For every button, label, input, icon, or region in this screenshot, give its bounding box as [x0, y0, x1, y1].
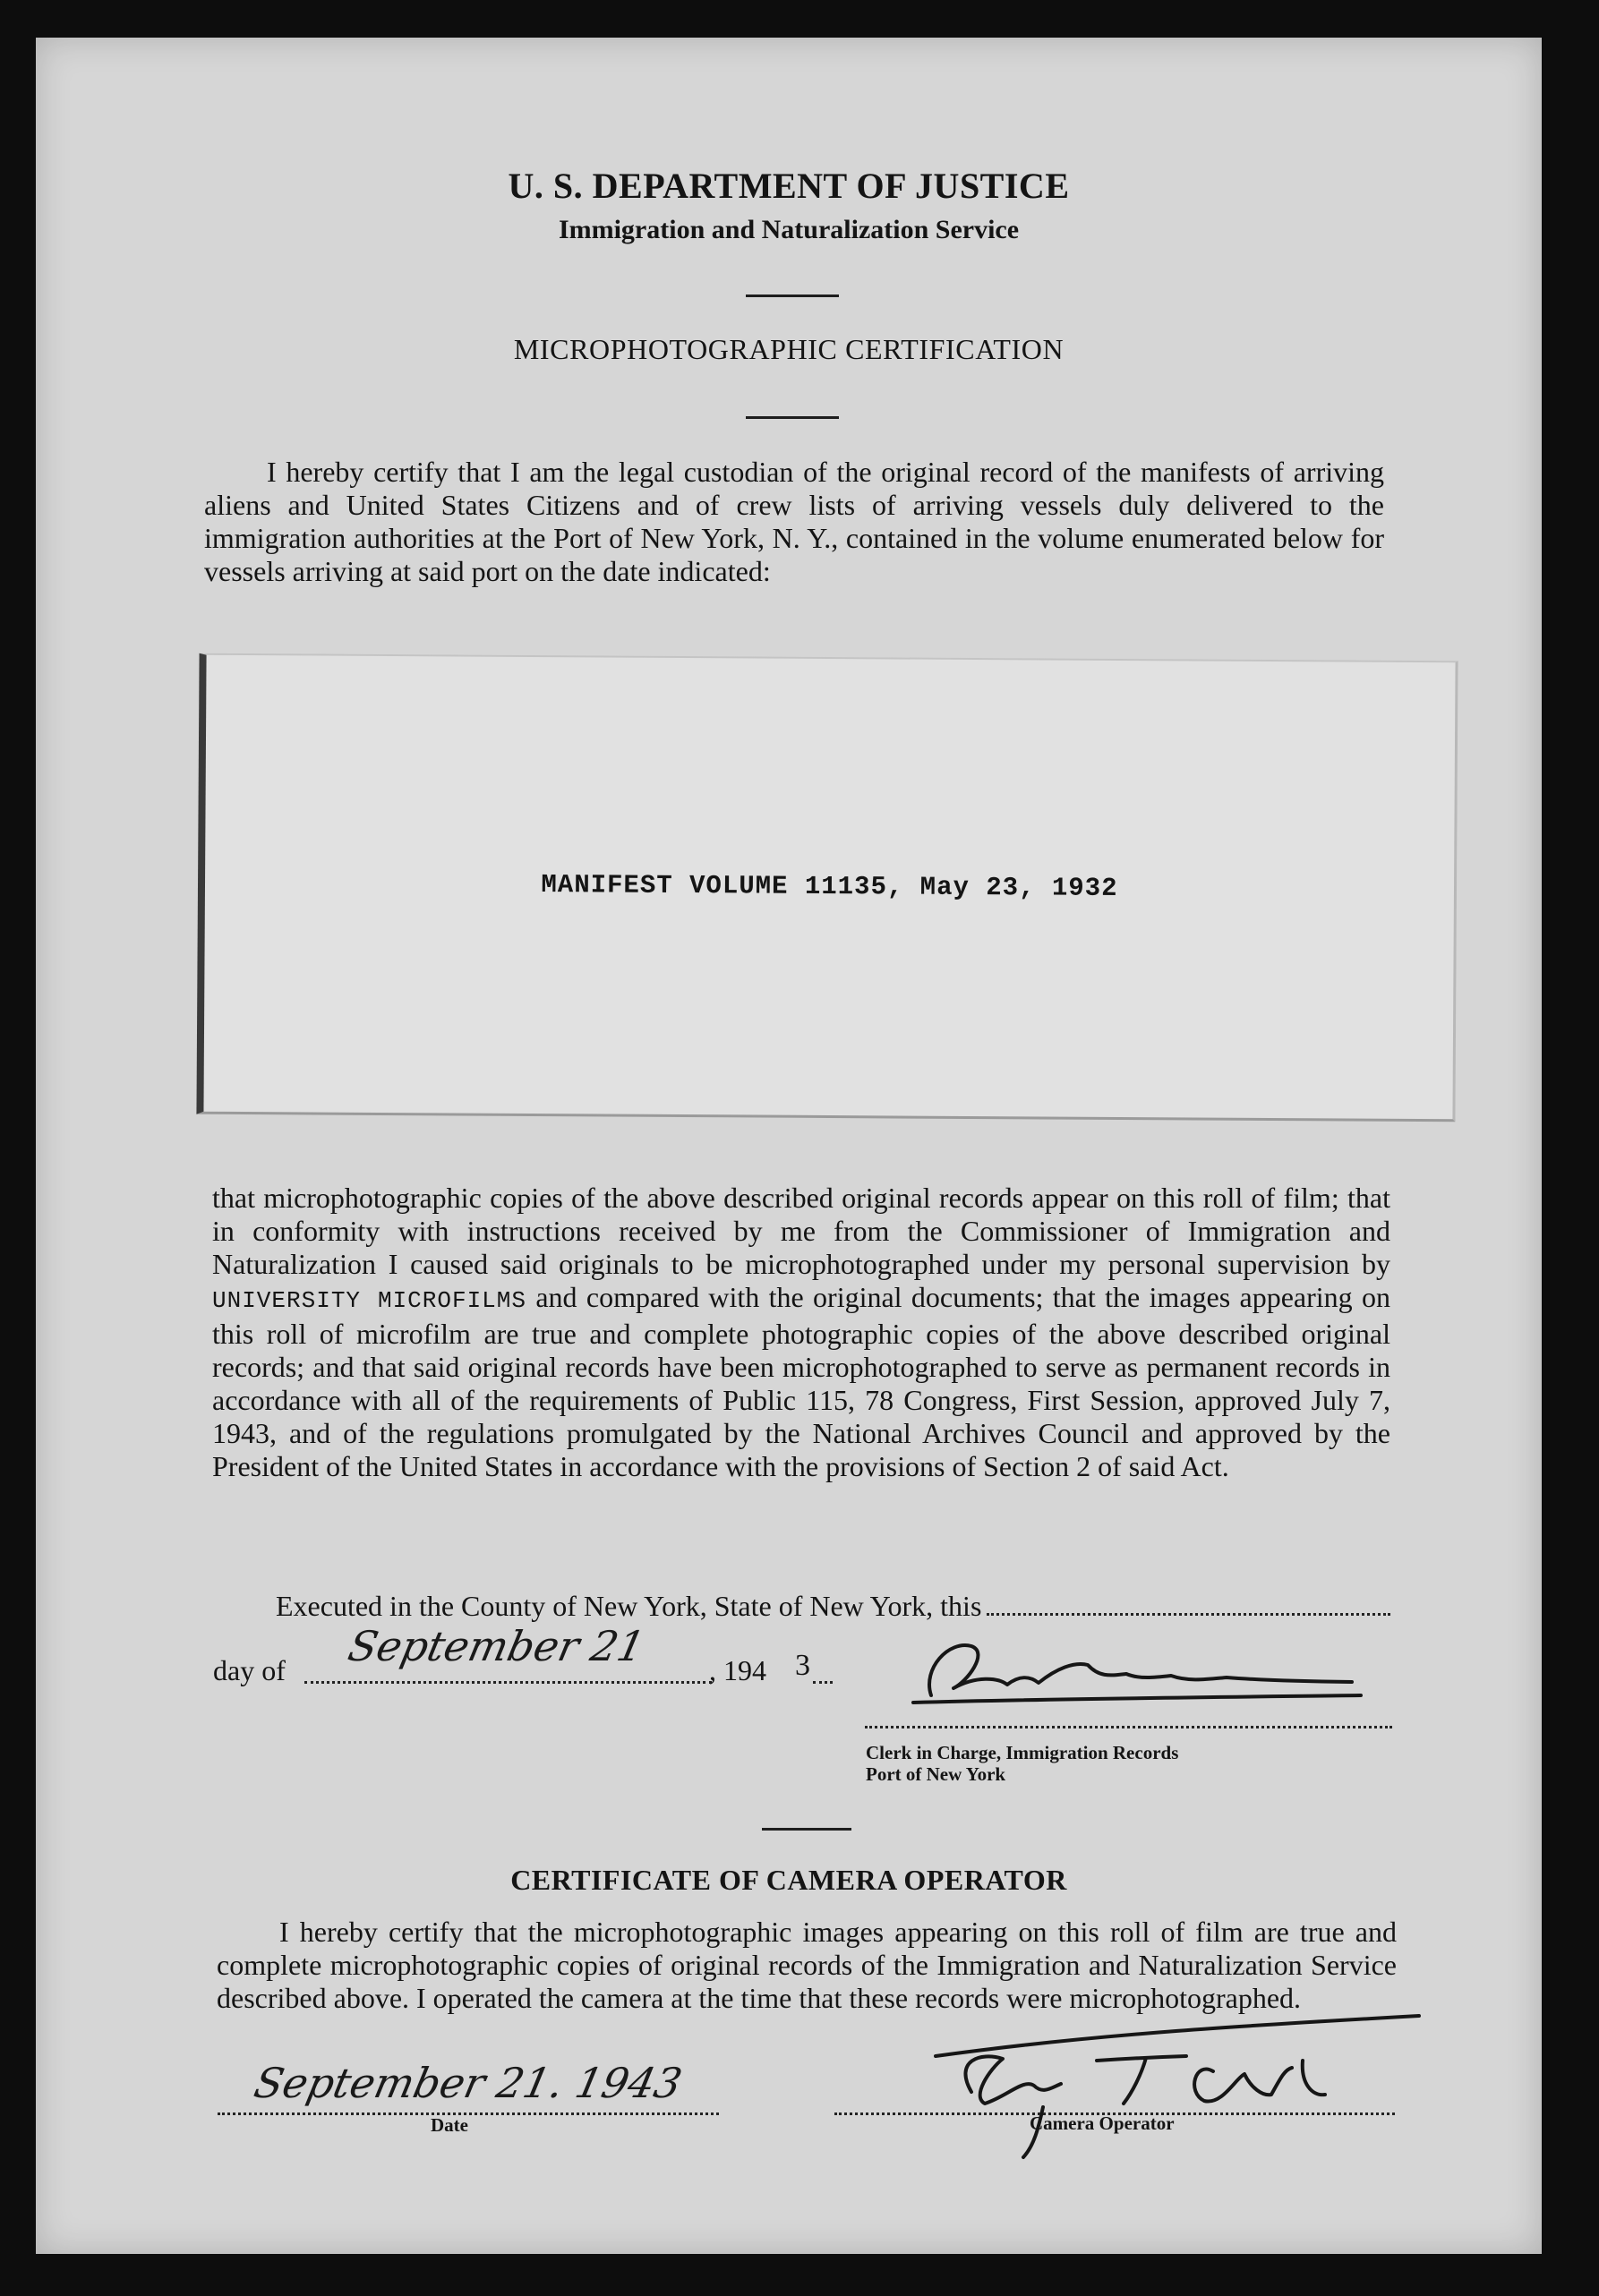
divider [762, 1828, 851, 1831]
camera-paragraph [217, 1916, 1397, 2015]
manifest-label: MANIFEST VOLUME 11135, May 23, 1932 [541, 870, 1118, 903]
execution-day-blank [987, 1590, 1390, 1616]
clerk-title-line: Clerk in Charge, Immigration Records [866, 1742, 1179, 1763]
body-text-after-filmer: and compared with the original documents; that the images appearing on this roll of microfilm are true and complete photographic copies of the above described original records; and that said original records have been microphotographed to serve as permanent records in accordance with all of the requirements of Public 115, 78 Congress, First Session, approved July 7, 1943, and of the regulations promulgated by the National Archives Council and approved by the President of the United States in accordance with the provisions of Section 2 of said Act. [212, 1281, 1391, 1482]
camera-text: I hereby certify that the microphotographic images appearing on this roll of film are true and complete microphotographic copies of original records of the Immigration and Naturalization Service described above. I operated the camera at the time that these records were microphotographed. [217, 1916, 1397, 2014]
camera-operator-label: Camera Operator [1030, 2112, 1175, 2134]
handwritten-date: September 21 [344, 1622, 650, 1670]
department-heading: U. S. DEPARTMENT OF JUSTICE [508, 166, 1070, 206]
camera-title: CERTIFICATE OF CAMERA OPERATOR [510, 1864, 1067, 1896]
body-text-before-filmer: that microphotographic copies of the above described original records appear on this roll of film; that in conformity with instructions received by me from the Commissioner of Immigration and Naturalization I caused said originals to be microphotographed under my personal supervision by [212, 1182, 1390, 1280]
filmer-name: UNIVERSITY MICROFILMS [212, 1287, 526, 1314]
divider [746, 294, 839, 297]
certification-title: MICROPHOTOGRAPHIC CERTIFICATION [513, 333, 1065, 365]
date-label: Date [431, 2114, 468, 2136]
camera-operator-signature [918, 2007, 1419, 2159]
clerk-title [866, 1742, 1178, 1785]
body-paragraph [212, 1182, 1390, 1483]
year-digit: 3 [795, 1649, 810, 1682]
body-text [212, 1182, 1390, 1483]
manifest-insert [196, 653, 1458, 1122]
clerk-signature-line [865, 1726, 1392, 1728]
intro-text: I hereby certify that I am the legal custodian of the original record of the manifests of arriving aliens and United States Citizens and of crew lists of arriving vessels duly delivered to the immigration authorities at the Port of New York, N. Y., contained in the volume enumerated below for vessels arriving at said port on the date indicated: [204, 456, 1384, 587]
camera-handwritten-date: September 21. 1943 [250, 2059, 687, 2107]
clerk-port-line: Port of New York [866, 1763, 1006, 1785]
certificate-page [36, 38, 1542, 2254]
clerk-signature [904, 1633, 1370, 1704]
service-subheading: Immigration and Naturalization Service [558, 215, 1020, 244]
year-blank [813, 1681, 833, 1684]
day-of-label: day of [213, 1654, 286, 1686]
execution-text: Executed in the County of New York, State of New York, this [276, 1590, 982, 1622]
divider [746, 416, 839, 419]
year-prefix: , 194 [709, 1654, 766, 1686]
date-blank [304, 1681, 712, 1684]
intro-paragraph [204, 456, 1384, 588]
camera-date-line [218, 2112, 719, 2115]
execution-line [276, 1590, 1390, 1623]
